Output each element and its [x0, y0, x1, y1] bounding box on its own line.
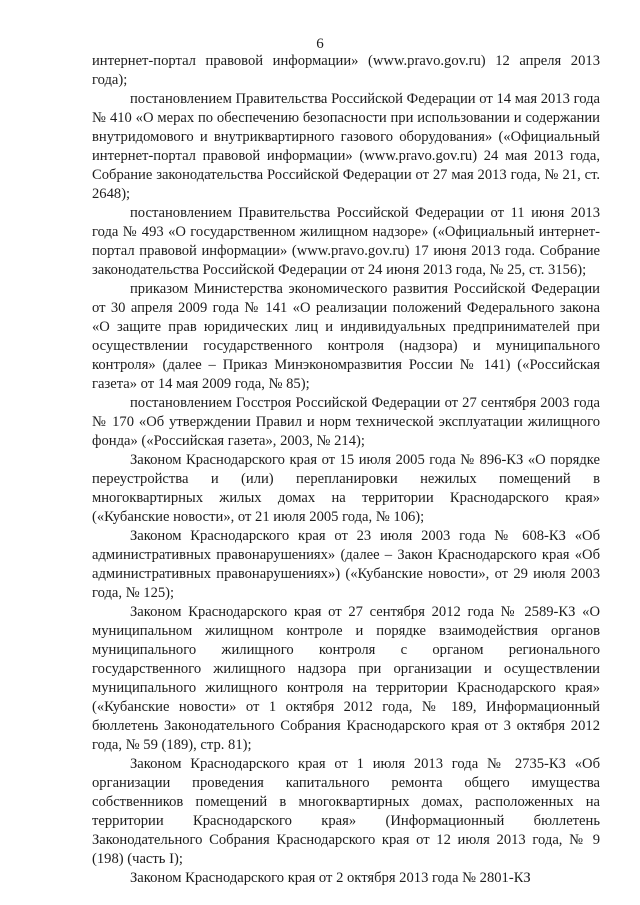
paragraph-gosstroy-resolution: постановлением Госстроя Российской Федерации от 27 сентября 2003 года № 170 «Об утверждении Правил и норм технической эксплуатации жилищного фонда» («Российская газета», 2003, № 214);: [92, 395, 600, 449]
paragraph-law-896: Законом Краснодарского края от 15 июля 2005 года № 896-КЗ «О порядке переустройства и (или) перепланировки нежилых помещений в многоквартирных жилых домах на территории Краснодарского края» («Кубанские новости», от 21 июля 2005 года, № 106);: [92, 452, 600, 525]
paragraph-ministry-order: приказом Министерства экономического развития Российской Федерации от 30 апреля 2009 года № 141 «О реализации положений Федерального закона «О защите прав юридических лиц и индивидуальных предпринимателей при осуществлении государственного контроля (надзора) и муниципального контроля» (далее – Приказ Минэкономразвития России № 141) («Российская газета» от 14 мая 2009 года, № 85);: [92, 281, 600, 392]
paragraph-law-2735: Законом Краснодарского края от 1 июля 2013 года № 2735-КЗ «Об организации проведения капитального ремонта общего имущества собственников помещений в многоквартирных домах, расположенных на территории Краснодарского края» (Информационный бюллетень Законодательного Собрания Краснодарского края от 12 июля 2013 года, № 9 (198) (часть I);: [92, 756, 600, 867]
paragraph-gas-equipment-resolution: постановлением Правительства Российской Федерации от 14 мая 2013 года № 410 «О мерах по обеспечению безопасности при использовании и содержании внутридомового и внутриквартирного газового оборудования» («Официальный интернет-портал правовой информации» (www.pravo.gov.ru) 24 мая 2013 года, Собрание законодательства Российской Федерации от 27 мая 2013 года, № 21, ст. 2648);: [92, 91, 600, 202]
paragraph-law-2801: Законом Краснодарского края от 2 октября 2013 года № 2801-КЗ: [130, 870, 531, 886]
page-number: 6: [316, 36, 324, 52]
paragraph-1-continuation: интернет-портал правовой информации» (www.pravo.gov.ru) 12 апреля 2013 года);: [92, 53, 600, 88]
paragraph-law-608: Законом Краснодарского края от 23 июля 2003 года № 608-КЗ «Об административных правонарушениях» (далее – Закон Краснодарского края «Об административных правонарушениях») («Кубанские новости», от 29 июля 2003 года, № 125);: [92, 528, 600, 601]
document-body: [92, 52, 600, 888]
paragraph-housing-supervision-resolution: постановлением Правительства Российской Федерации от 11 июня 2013 года № 493 «О государственном жилищном надзоре» («Официальный интернет-портал правовой информации» (www.pravo.gov.ru) 17 июня 2013 года. Собрание законодательства Российской Федерации от 24 июня 2013 года, № 25, ст. 3156);: [92, 205, 600, 278]
paragraph-law-2589: Законом Краснодарского края от 27 сентября 2012 года № 2589-КЗ «О муниципальном жилищном контроле и порядке взаимодействия органов муниципального жилищного контроля с органом регионального государственного жилищного надзора при организации и осуществлении муниципального жилищного контроля на территории Краснодарского края» («Кубанские новости» от 1 октября 2012 года, № 189, Информационный бюллетень Законодательного Собрания Краснодарского края от 3 октября 2012 года, № 59 (189), стр. 81);: [92, 604, 600, 753]
